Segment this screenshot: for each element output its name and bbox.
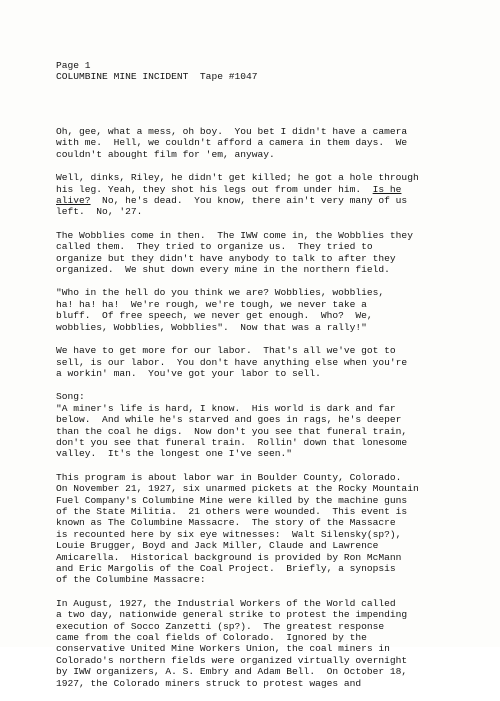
text-line: and Eric Margolis of the Coal Project. Briefly, a synopsis	[56, 563, 396, 574]
transcript-paragraph	[56, 472, 476, 586]
transcript-body	[56, 126, 476, 701]
text-line: ha! ha! ha! We're rough, we're tough, we never take a	[56, 298, 367, 310]
text-line: conservative United Mine Workers Union, the coal miners in	[56, 643, 390, 655]
text-line: Fuel Company's Columbine Mine were killed by the machine guns	[56, 494, 408, 506]
text-line: organized. We shut down every mine in the northern field.	[56, 264, 390, 276]
transcript-paragraph	[56, 287, 476, 333]
text-line: 1927, the Colorado miners struck to protest wages and	[56, 677, 362, 689]
text-line: alive? No, he's dead. You know, there ain't very many of us	[56, 195, 408, 207]
text-line: his leg. Yeah, they shot his legs out from under him. Is he	[56, 183, 402, 195]
transcript-paragraph	[56, 172, 476, 218]
text-line: came from the coal fields of Colorado. Ignored by the	[56, 632, 367, 644]
page-header	[56, 60, 258, 83]
text-line: a workin' man. You've got your labor to sell.	[56, 367, 321, 379]
text-line: "A miner's life is hard, I know. His world is dark and far	[56, 402, 396, 414]
text-line: In August, 1927, the Industrial Workers of the World called	[56, 597, 396, 609]
text-line: organize but they didn't have anybody to talk to after they	[56, 252, 396, 264]
text-line: couldn't abought film for 'em, anyway.	[56, 148, 275, 160]
text-line: by IWW organizers, A. S. Embry and Adam Bell. On October 18,	[56, 666, 408, 678]
page-number: Page 1	[56, 60, 91, 71]
text-line: Oh, gee, what a mess, oh boy. You bet I didn't have a camera	[56, 126, 408, 137]
text-line: Song:	[56, 391, 85, 403]
text-line: "Who in the hell do you think we are? Wobblies, wobblies,	[56, 287, 385, 299]
underlined-text: alive?	[56, 195, 91, 207]
text-line: On November 21, 1927, six unarmed pickets at the Rocky Mountain	[56, 483, 419, 495]
transcript-paragraph	[56, 345, 476, 379]
transcript-paragraph	[56, 598, 476, 689]
text-line: execution of Socco Zanzetti (sp?). The greatest response	[56, 620, 385, 632]
text-line: a two day, nationwide general strike to protest the impending	[56, 609, 408, 621]
text-line: Amicarella. Historical background is provided by Ron McMann	[56, 551, 402, 563]
text-line: don't you see that funeral train. Rollin' down that lonesome	[56, 436, 408, 448]
text-line: with me. Hell, we couldn't afford a camera in them days. We	[56, 137, 408, 149]
text-line: of the Columbine Massacre:	[56, 574, 206, 586]
text-line: called them. They tried to organize us. They tried to	[56, 241, 373, 253]
transcript-paragraph	[56, 230, 476, 276]
text-line: valley. It's the longest one I've seen."	[56, 448, 293, 460]
text-line: of the State Militia. 21 others were wounded. This event is	[56, 505, 408, 517]
transcript-paragraph	[56, 126, 476, 160]
text-line: than the coal he digs. Now don't you see that funeral train,	[56, 425, 408, 437]
text-line: We have to get more for our labor. That's all we've got to	[56, 345, 396, 357]
transcript-paragraph	[56, 391, 476, 459]
document-title: COLUMBINE MINE INCIDENT Tape #1047	[56, 71, 258, 83]
text-line: left. No, '27.	[56, 206, 143, 218]
underlined-text: Is he	[372, 183, 402, 195]
text-line: sell, is our labor. You don't have anything else when you're	[56, 356, 408, 368]
text-line: Louie Brugger, Boyd and Jack Miller, Claude and Lawrence	[56, 540, 379, 552]
text-line: below. And while he's starved and goes in rags, he's deeper	[56, 414, 402, 426]
text-line: bluff. Of free speech, we never get enough. Who? We,	[56, 310, 373, 322]
text-line: The Wobblies come in then. The IWW come in, the Wobblies they	[56, 229, 413, 241]
text-line: This program is about labor war in Boulder County, Colorado.	[56, 471, 402, 483]
text-line: Colorado's northern fields were organized virtually overnight	[56, 654, 408, 666]
text-line: Well, dinks, Riley, he didn't get killed; he got a hole through	[56, 172, 419, 184]
text-line: wobblies, Wobblies, Wobblies". Now that was a rally!"	[56, 321, 367, 333]
text-line: known as The Columbine Massacre. The story of the Massacre	[56, 517, 396, 529]
text-line: is recounted here by six eye witnesses: Walt Silensky(sp?),	[56, 528, 402, 540]
